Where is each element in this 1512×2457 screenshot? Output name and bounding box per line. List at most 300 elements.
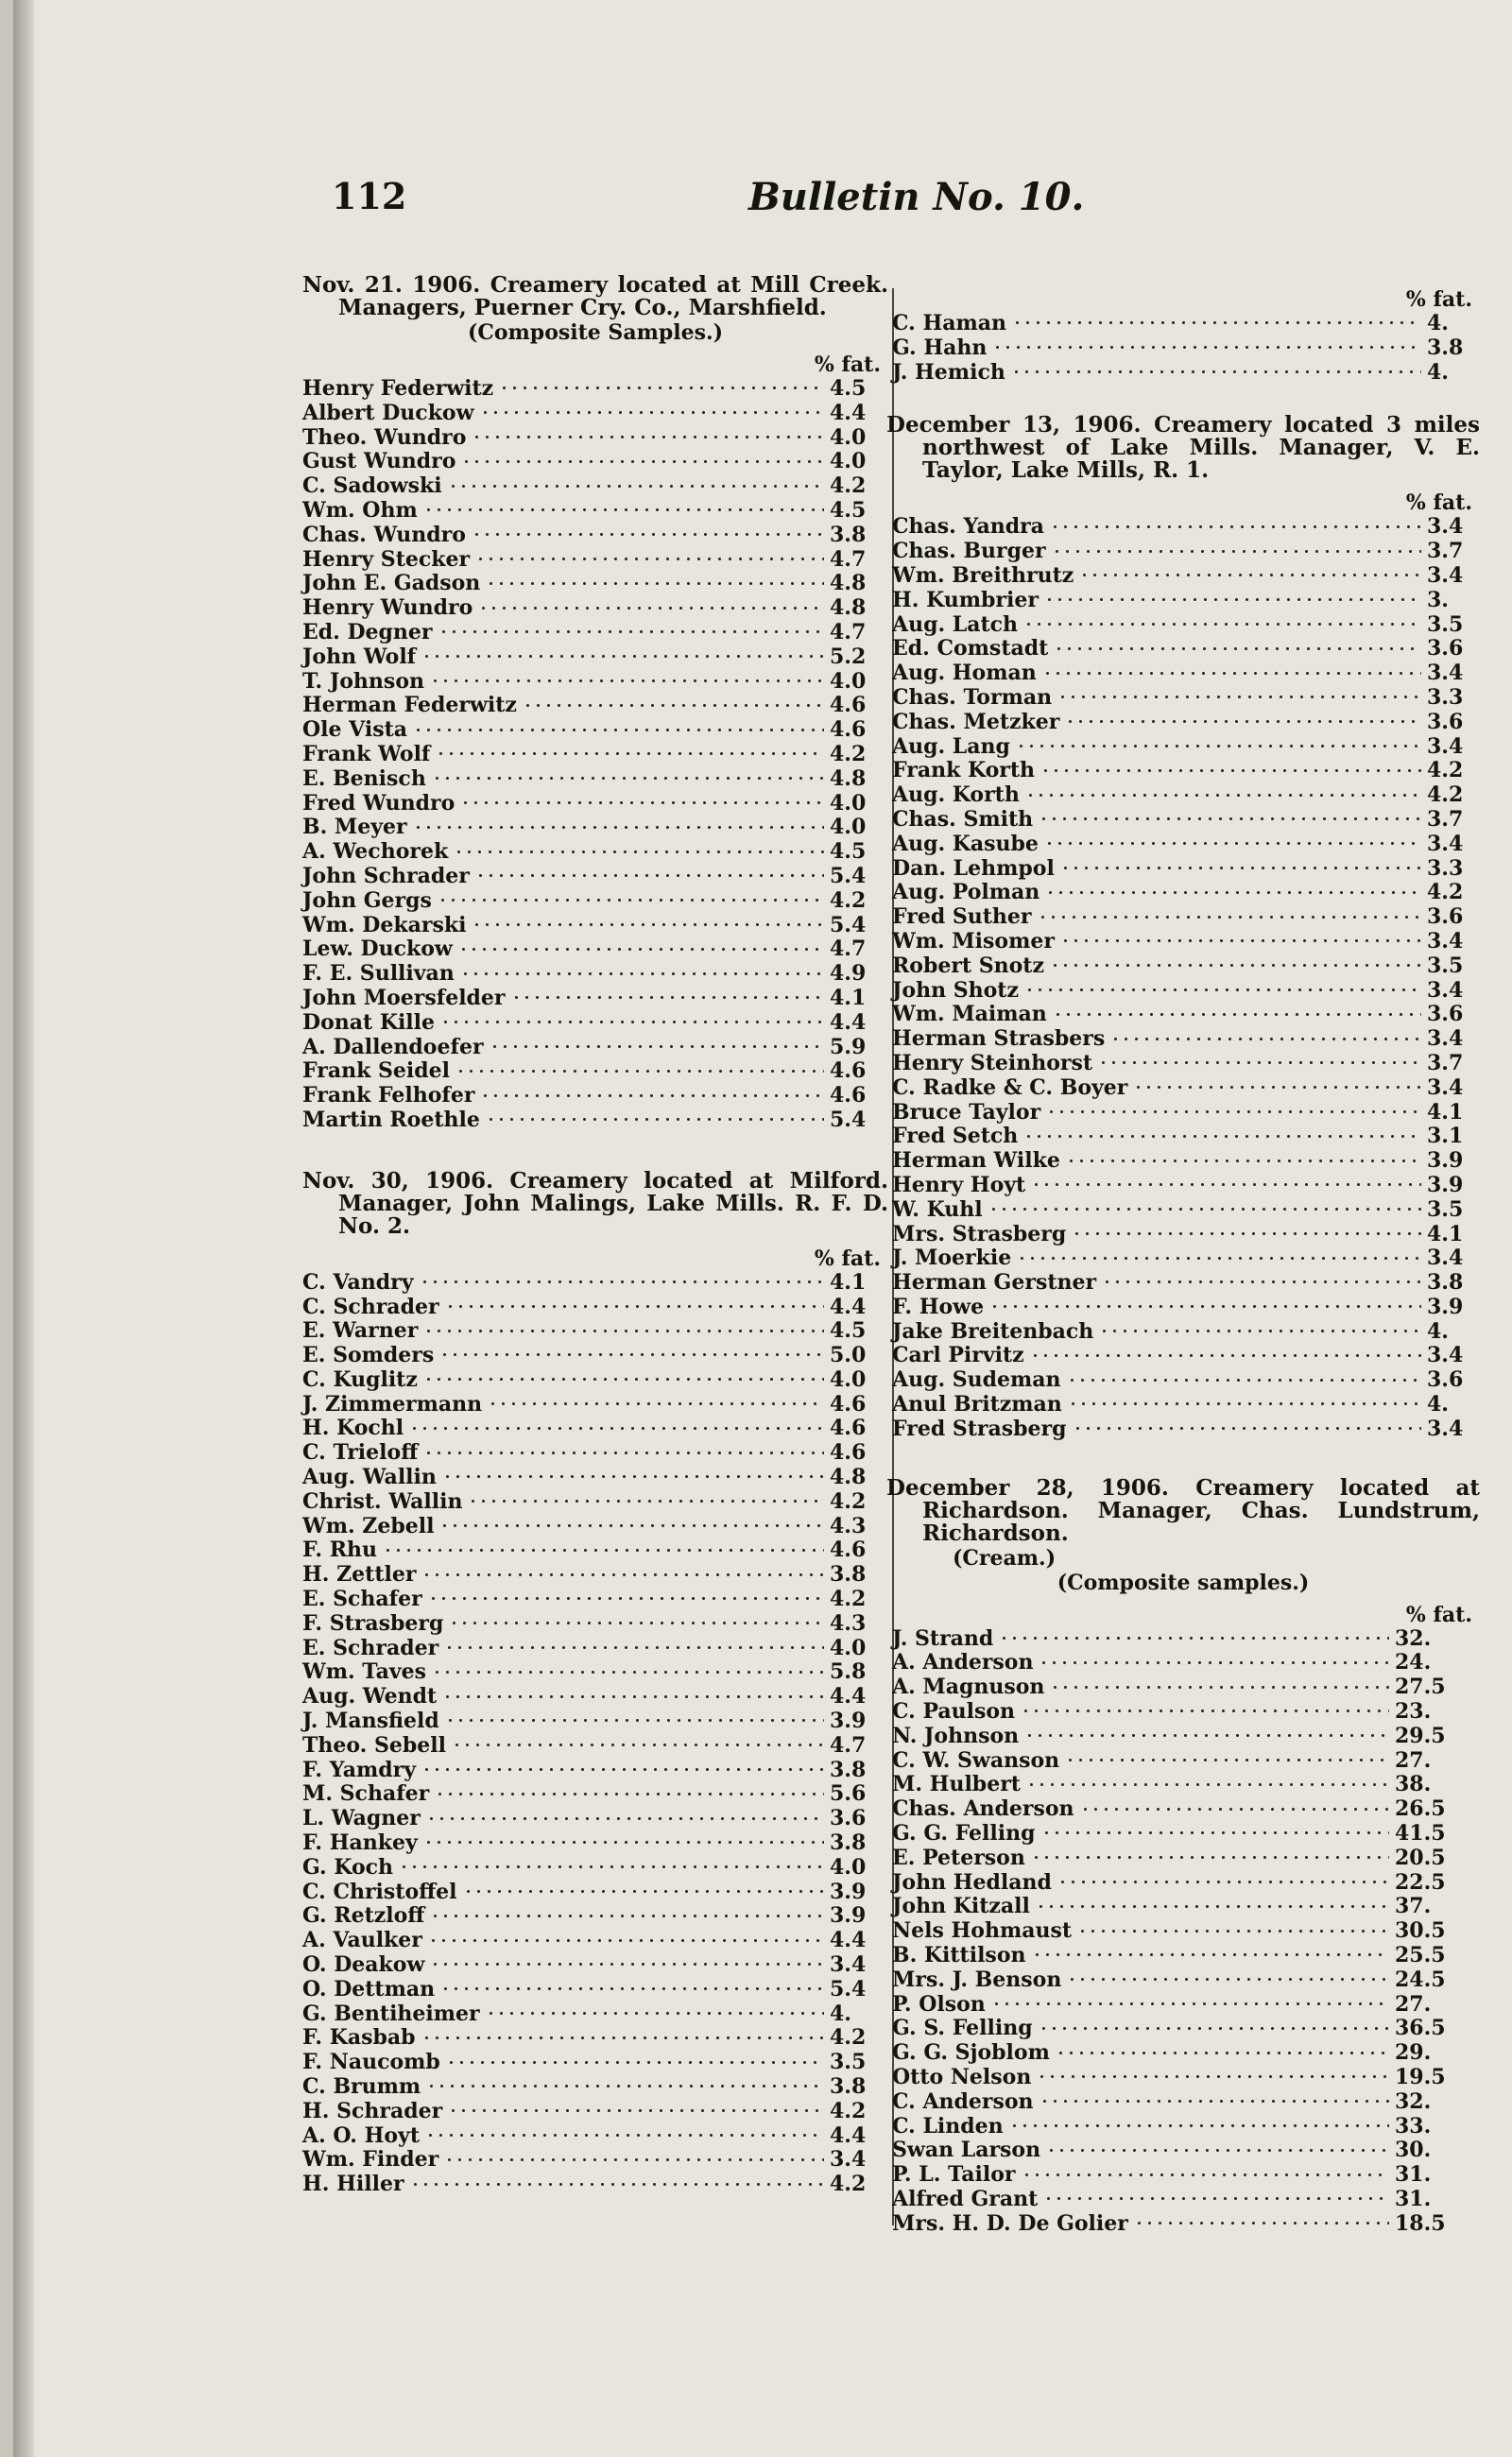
fat-percent: 3.6 [1427,709,1464,734]
dot-leader [1056,2052,1389,2054]
fat-percent: 4.3 [830,1513,867,1538]
dot-leader [1098,1061,1421,1064]
table-row [886,1270,1480,1295]
dot-leader [1079,574,1421,576]
table-row [886,929,1480,954]
patron-name: F. E. Sullivan [302,961,455,987]
fat-percent: 4.2 [830,2025,867,2051]
table-row [302,1440,888,1465]
fat-percent: 4. [1427,1392,1449,1418]
table-row [302,620,888,644]
table-row [302,523,888,547]
patron-name: John Shotz [892,977,1019,1003]
patron-name: C. Radke & C. Boyer [892,1074,1128,1100]
dot-leader [428,1597,824,1600]
dot-leader [988,1208,1421,1211]
patron-name: Ed. Comstadt [892,636,1049,662]
table-row [886,2162,1480,2187]
patron-name: Henry Wundro [302,595,473,621]
patron-name: Fred Setch [892,1124,1019,1149]
table-row [302,986,888,1010]
fat-percent: 3.5 [1427,953,1464,978]
patron-name: Mrs. H. D. De Golier [892,2210,1128,2236]
patron-name: Theo. Sebell [302,1732,446,1758]
dot-leader [1067,1978,1389,1981]
table-row [886,1967,1480,1992]
fat-percent: 4.7 [830,936,867,962]
dot-leader [480,411,824,414]
dot-leader [1050,1686,1389,1689]
fat-percent: 37. [1395,1894,1432,1919]
table-row [302,1758,888,1782]
patron-name: C. Paulson [892,1699,1016,1725]
dot-leader [1060,867,1421,869]
dot-leader [1023,623,1421,626]
fat-percent: 3.6 [1427,1002,1464,1027]
dot-leader [1046,2149,1389,2152]
dot-leader [430,1963,824,1966]
table-row [886,1724,1480,1748]
fat-percent: 4.5 [830,376,867,401]
table-row [886,335,1480,360]
table-row [886,1992,1480,2017]
dot-leader [472,436,824,438]
fat-percent: 4.6 [830,717,867,743]
dot-leader [383,1549,824,1552]
fat-percent: 41.5 [1395,1821,1446,1847]
table-row [302,1659,888,1684]
page-header [13,175,1512,232]
fat-percent: 4.7 [830,1732,867,1758]
table-row [302,2123,888,2148]
dot-leader [1043,2197,1389,2200]
patron-name: O. Deakow [302,1952,425,1978]
fat-percent: 19.5 [1395,2065,1446,2090]
dot-leader [999,1637,1389,1640]
table-row [886,1002,1480,1026]
fat-percent: 3.8 [830,1757,867,1782]
dot-leader [1054,647,1421,650]
fat-column-header: % fat. [1405,490,1472,516]
fat-percent: 3.4 [830,2147,867,2173]
dot-leader [460,972,824,975]
patron-name: N. Johnson [892,1723,1020,1748]
table-row [886,1367,1480,1392]
patron-name: Aug. Wallin [302,1465,437,1490]
fat-percent: 4.7 [830,619,867,644]
fat-percent: 3.9 [1427,1172,1464,1197]
fat-percent: 3.4 [1427,1026,1464,1052]
fat-percent: 4.6 [830,1083,867,1108]
table-row [886,1148,1480,1173]
dot-leader [432,1671,824,1674]
dot-leader [444,2158,824,2161]
table-row [302,1977,888,2002]
fat-percent: 3.4 [1427,562,1464,588]
patron-name: J. Zimmermann [302,1391,483,1417]
dot-leader [1050,964,1421,967]
fat-percent: 26.5 [1395,1796,1446,1822]
dot-leader [1068,1402,1421,1405]
dot-leader [1050,525,1421,528]
patron-name: Chas. Yandra [892,514,1044,540]
table-row [302,1343,888,1367]
fat-percent: 5.4 [830,1107,867,1132]
dot-leader [438,630,824,633]
table-row [886,2114,1480,2139]
dot-leader [1080,1808,1389,1811]
patron-name: T. Johnson [302,668,424,694]
fat-percent: 4.6 [830,693,867,718]
dot-leader [461,460,824,463]
fat-percent: 3.8 [1427,335,1464,360]
table-row [886,588,1480,612]
patron-name: Herman Gerstner [892,1270,1097,1296]
patron-name: E. Schrader [302,1635,439,1660]
dot-leader [486,2012,824,2015]
table-row [886,1392,1480,1417]
fat-percent: 3.4 [1427,928,1464,954]
table-row [302,669,888,694]
fat-percent: 4.0 [830,449,867,474]
table-row [302,1587,888,1611]
fat-percent: 4.2 [830,473,867,499]
patron-name: M. Hulbert [892,1772,1021,1797]
dot-leader [435,1793,824,1796]
patron-name: Carl Pirvitz [892,1343,1024,1368]
patron-name: Christ. Wallin [302,1488,463,1514]
table-row [886,1748,1480,1773]
table-row [886,734,1480,759]
fat-percent: 5.9 [830,1034,867,1059]
dot-leader [1011,370,1421,373]
dot-leader [486,1118,824,1121]
section-subheading: (Composite Samples.) [467,320,724,345]
patron-name: Aug. Korth [892,782,1020,808]
fat-percent: 4.5 [830,839,867,865]
patron-name: John Gergs [302,887,432,913]
dot-leader [448,2109,824,2112]
table-row [886,2089,1480,2114]
patron-name: Herman Strasbers [892,1026,1106,1052]
dot-leader [463,1890,824,1893]
table-row [886,1197,1480,1222]
fat-percent: 29.5 [1395,1723,1446,1748]
table-row [886,563,1480,588]
patron-name: Otto Nelson [892,2065,1032,2090]
table-row [302,595,888,620]
table-row [302,936,888,961]
fat-percent: 30.5 [1395,1918,1446,1944]
table-row [302,644,888,669]
dot-leader [439,1524,824,1527]
fat-percent: 4.3 [830,1610,867,1636]
fat-percent: 4.6 [830,1440,867,1466]
fat-percent: 4.6 [830,1058,867,1084]
patron-name: Herman Federwitz [302,693,517,718]
patron-name: J. Mansfield [302,1709,439,1734]
dot-leader [428,1939,824,1942]
dot-leader [1045,891,1421,894]
patron-name: Mrs. Strasberg [892,1221,1067,1246]
section-rows [886,1626,1480,2236]
table-row [302,571,888,595]
dot-leader [511,996,824,999]
patron-name: H. Kumbrier [892,587,1039,612]
dot-leader [420,1280,825,1283]
table-row [302,1538,888,1562]
fat-percent: 3.1 [1427,1124,1464,1149]
fat-percent: 3.9 [830,1709,867,1734]
patron-name: E. Somders [302,1343,435,1368]
patron-name: Ole Vista [302,717,408,743]
table-row [886,758,1480,782]
patron-name: A. Anderson [892,1650,1034,1675]
fat-percent: 3.3 [1427,684,1464,710]
fat-percent: 3.5 [1427,1196,1464,1222]
fat-percent: 4.9 [830,961,867,987]
dot-leader [421,1768,824,1771]
table-row [886,1675,1480,1699]
dot-leader [1031,1183,1421,1186]
dot-leader [1060,939,1421,942]
dot-leader [1102,1280,1421,1283]
patron-name: J. Strand [892,1625,994,1651]
fat-percent: 4.2 [830,1488,867,1514]
patron-name: C. Linden [892,2113,1004,2139]
patron-name: C. Christoffel [302,1879,457,1904]
patron-name: Wm. Dekarski [302,912,467,937]
patron-name: Jake Breitenbach [892,1318,1094,1344]
dot-leader [445,1305,824,1308]
patron-name: G. G. Sjoblom [892,2040,1050,2066]
dot-leader [432,777,824,780]
dot-leader [409,1427,824,1430]
fat-percent: 3.8 [830,522,867,547]
fat-percent: 4.7 [830,546,867,572]
patron-name: Henry Federwitz [302,376,494,401]
section-milford [302,1167,888,2197]
dot-leader [1032,1953,1390,1956]
patron-name: John Schrader [302,863,470,888]
patron-name: Aug. Latch [892,611,1019,637]
dot-leader [1046,1110,1421,1113]
fat-percent: 4.4 [830,1684,867,1710]
fat-percent: 3.9 [1427,1294,1464,1319]
dot-leader [445,1719,824,1722]
dot-leader [423,1330,824,1332]
right-column [886,288,1480,2272]
table-row [886,1650,1480,1675]
fat-percent: 3.4 [1427,514,1464,540]
dot-leader [1052,550,1421,553]
dot-leader [444,1646,824,1649]
patron-name: A. Vaulker [302,1928,422,1953]
fat-percent: 3.9 [830,1879,867,1904]
dot-leader [468,1500,824,1503]
table-row [886,311,1480,335]
table-row [302,913,888,937]
table-row [302,498,888,523]
table-row [302,1416,888,1440]
patron-name: Fred Suther [892,904,1032,930]
table-row [302,1367,888,1392]
fat-percent: 3.4 [1427,1074,1464,1100]
fat-percent: 3.6 [1427,1367,1464,1393]
dot-leader [425,2134,824,2137]
fat-percent: 4.4 [830,1294,867,1319]
dot-leader [460,801,824,804]
patron-name: A. Dallendoefer [302,1034,484,1059]
dot-leader [1012,321,1421,324]
fat-column-header: % fat. [814,352,881,377]
table-row [302,376,888,401]
fat-percent: 4.1 [830,985,867,1010]
dot-leader [430,679,824,682]
fat-percent: 24.5 [1395,1967,1446,1992]
fat-percent: 3.4 [1427,733,1464,759]
fat-percent: 4.2 [830,2098,867,2123]
table-row [886,1796,1480,1821]
fat-percent: 22.5 [1395,1869,1446,1895]
patron-name: Nels Hohmaust [892,1918,1073,1944]
patron-name: G. G. Felling [892,1821,1036,1847]
patron-name: Aug. Kasube [892,831,1039,856]
dot-leader [1077,1930,1389,1933]
dot-leader [448,485,824,488]
dot-leader [1053,1013,1421,1016]
table-row [302,2050,888,2074]
patron-name: Martin Roethle [302,1107,480,1132]
patron-name: G. Koch [302,1854,394,1880]
patron-name: Fred Strasberg [892,1416,1067,1441]
patron-name: F. Yamdry [302,1757,417,1782]
fat-percent: 4.8 [830,1465,867,1490]
dot-leader [486,582,824,585]
section-subheading: (Composite samples.) [1057,1570,1310,1595]
dot-leader [1025,794,1421,797]
fat-percent: 4.5 [830,1318,867,1344]
fat-percent: 3.5 [1427,611,1464,637]
dot-leader [1021,1710,1389,1712]
patron-name: John Wolf [302,644,417,669]
dot-leader [1038,916,1422,919]
patron-name: C. Sadowski [302,473,442,499]
table-row [302,1830,888,1855]
fat-percent: 3.9 [1427,1148,1464,1174]
dot-leader [991,2002,1389,2005]
table-row [886,856,1480,881]
patron-name: P. L. Tailor [892,2162,1016,2188]
table-row [302,961,888,986]
patron-name: Swan Larson [892,2138,1041,2163]
fat-percent: 3.4 [1427,1343,1464,1368]
patron-name: John E. Gadson [302,571,481,596]
dot-leader [1110,1038,1421,1040]
fat-percent: 3. [1427,587,1449,612]
dot-leader [426,1817,824,1820]
patron-name: F. Hankey [302,1830,418,1856]
fat-percent: 3.7 [1427,539,1464,564]
fat-percent: 29. [1395,2040,1432,2066]
fat-percent: 4.0 [830,815,867,840]
table-row [886,2187,1480,2211]
table-row [302,1295,888,1319]
dot-leader [1023,1135,1421,1138]
dot-leader [475,558,824,560]
fat-percent: 25.5 [1395,1943,1446,1968]
table-row [886,978,1480,1003]
table-row [302,2172,888,2196]
fat-percent: 4. [830,2001,851,2026]
fat-percent: 3.4 [1427,831,1464,856]
page [13,0,1512,2457]
patron-name: C. Vandry [302,1269,414,1295]
fat-percent: 4.1 [1427,1099,1464,1125]
dot-leader [452,1744,824,1746]
dot-leader [1024,1734,1389,1737]
patron-name: M. Schafer [302,1781,430,1807]
table-row [886,1943,1480,1967]
patron-name: B. Meyer [302,815,407,840]
dot-leader [1041,1831,1389,1834]
table-row [886,685,1480,710]
fat-percent: 3.8 [830,1562,867,1588]
patron-name: Anul Britzman [892,1392,1062,1418]
patron-name: Chas. Torman [892,684,1053,710]
dot-leader [1030,1354,1421,1357]
section-subheading-cream: (Cream.) [953,1545,1057,1571]
fat-percent: 3.7 [1427,1050,1464,1075]
patron-name: L. Wagner [302,1806,421,1831]
dot-leader [1134,2222,1389,2225]
fat-percent: 3.7 [1427,806,1464,832]
section-continued [886,288,1480,384]
table-row [302,766,888,791]
fat-percent: 4.2 [1427,758,1464,783]
table-row [886,539,1480,563]
fat-percent: 4.6 [830,1416,867,1441]
fat-percent: 31. [1395,2187,1432,2211]
dot-leader [1057,1881,1389,1883]
dot-leader [399,1865,824,1868]
fat-percent: 4.1 [830,1269,867,1295]
table-row [302,473,888,498]
table-row [302,1058,888,1083]
table-row [302,1562,888,1587]
fat-column-header: % fat. [1405,287,1472,312]
patron-name: Chas. Anderson [892,1796,1074,1822]
dot-leader [430,1915,824,1917]
dot-leader [488,1402,824,1405]
table-row [886,360,1480,385]
table-row [886,1894,1480,1918]
table-row [302,1083,888,1108]
table-row [302,1781,888,1806]
table-row [302,2002,888,2026]
table-row [886,2040,1480,2065]
patron-name: G. Bentiheimer [302,2001,480,2026]
table-row [302,693,888,717]
table-row [886,1026,1480,1051]
patron-name: Theo. Wundro [302,424,467,450]
patron-name: Chas. Wundro [302,522,466,547]
fat-percent: 4. [1427,359,1449,385]
dot-leader [1057,696,1421,698]
table-row [886,1173,1480,1197]
table-row [302,717,888,742]
dot-leader [1016,745,1421,747]
